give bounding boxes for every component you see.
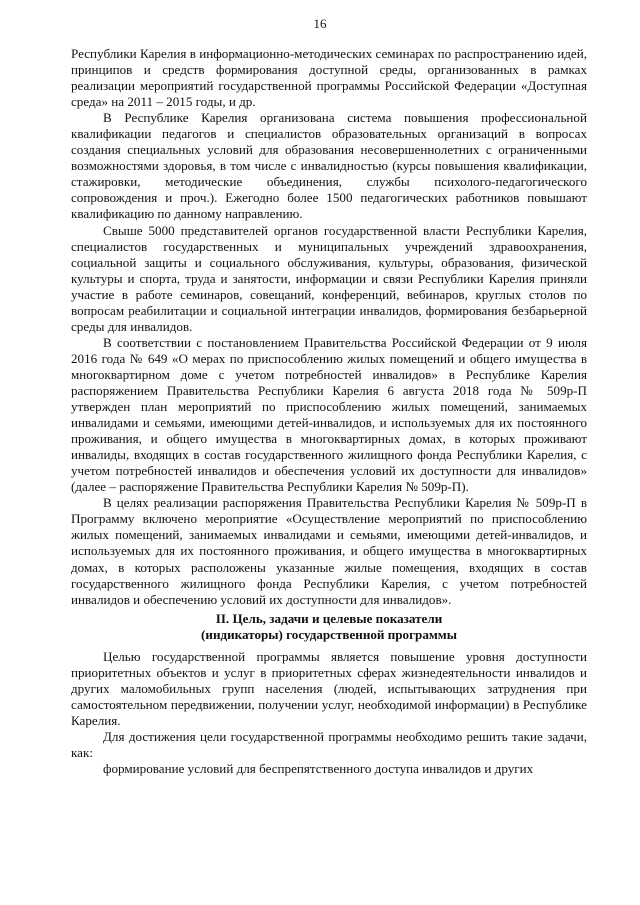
paragraph-program-measure: В целях реализации распоряжения Правительства Республики Карелия № 509р-П в Программу включено мероприятие «Осуществление мероприятий по приспособлению жилых помещений, занимаемых инвалидами и семьями, имеющими детей-инвалидов, и используемых для их постоянного проживания, и общего имущества в многоквартирных домах, в которых расположены указанные жилые помещения, входящих в состав государственного жилищного фонда Республики Карелия, с учетом потребностей инвалидов и обеспечению условий их доступности для инвалидов». (71, 495, 587, 607)
paragraph-carelia-seminars: Республики Карелия в информационно-методических семинарах по распространению идей, принципов и средств формирования доступной среды, организованных в рамках реализации мероприятий государственной программы Российской Федерации «Доступная среда» на 2011 – 2015 годы, и др. (71, 46, 587, 110)
paragraph-housing-adaptation-plan: В соответствии с постановлением Правительства Российской Федерации от 9 июля 2016 года № 649 «О мерах по приспособлению жилых помещений и общего имущества в многоквартирном доме с учетом потребностей инвалидов» в Республике Карелия распоряжением Правительства Республики Карелия 6 августа 2018 года № 509р-П утвержден план мероприятий по приспособлению жилых помещений, занимаемых инвалидами и семьями, имеющими детей-инвалидов, и используемых для их постоянного проживания, и общего имущества в многоквартирных домах, в которых проживают инвалиды, входящих в состав государственного жилищного фонда Республики Карелия, с учетом потребностей инвалидов и обеспечения условий их доступности для инвалидов» (далее – распоряжение Правительства Республики Карелия № 509р-П). (71, 334, 587, 495)
page-number: 16 (313, 16, 327, 31)
paragraph-program-tasks-intro: Для достижения цели государственной программы необходимо решить такие задачи, как: (71, 728, 587, 760)
paragraph-seminar-participants: Свыше 5000 представителей органов государственной власти Республики Карелия, специалистов государственных и муниципальных учреждений здравоохранения, социальной защиты и социального обслуживания, культуры, образования, физической культуры и спорта, труда и занятости, информации и связи Республики Карелия приняли участие в работе семинаров, совещаний, конференций, вебинаров, круглых столов по вопросам реабилитации и социальной интеграции инвалидов, формирования безбарьерной среды для инвалидов. (71, 222, 587, 334)
section-heading (71, 611, 587, 644)
paragraph-program-goal: Целью государственной программы является повышение уровня доступности приоритетных объектов и услуг в приоритетных сферах жизнедеятельности инвалидов и других маломобильных групп населения (людей, испытывающих затруднения при самостоятельном передвижении, получении услуг, необходимой информации) в Республике Карелия. (71, 648, 587, 728)
document-body (71, 46, 587, 777)
section-heading-line-1: II. Цель, задачи и целевые показатели (215, 610, 443, 626)
paragraph-task-first: формирование условий для беспрепятственного доступа инвалидов и других (103, 760, 534, 776)
paragraph-teacher-qualification: В Республике Карелия организована система повышения профессиональной квалификации педагогов и специалистов образовательных организаций в вопросах создания специальных условий для образования несовершеннолетних с ограниченными возможностями здоровья, в том числе с инвалидностью (курсы повышения квалификации, стажировки, методические объединения, службы психолого-педагогического сопровождения и проч.). Ежегодно более 1500 педагогических работников повышают квалификацию по данному направлению. (71, 110, 587, 222)
section-heading-line-2: (индикаторы) государственной программы (201, 627, 457, 643)
